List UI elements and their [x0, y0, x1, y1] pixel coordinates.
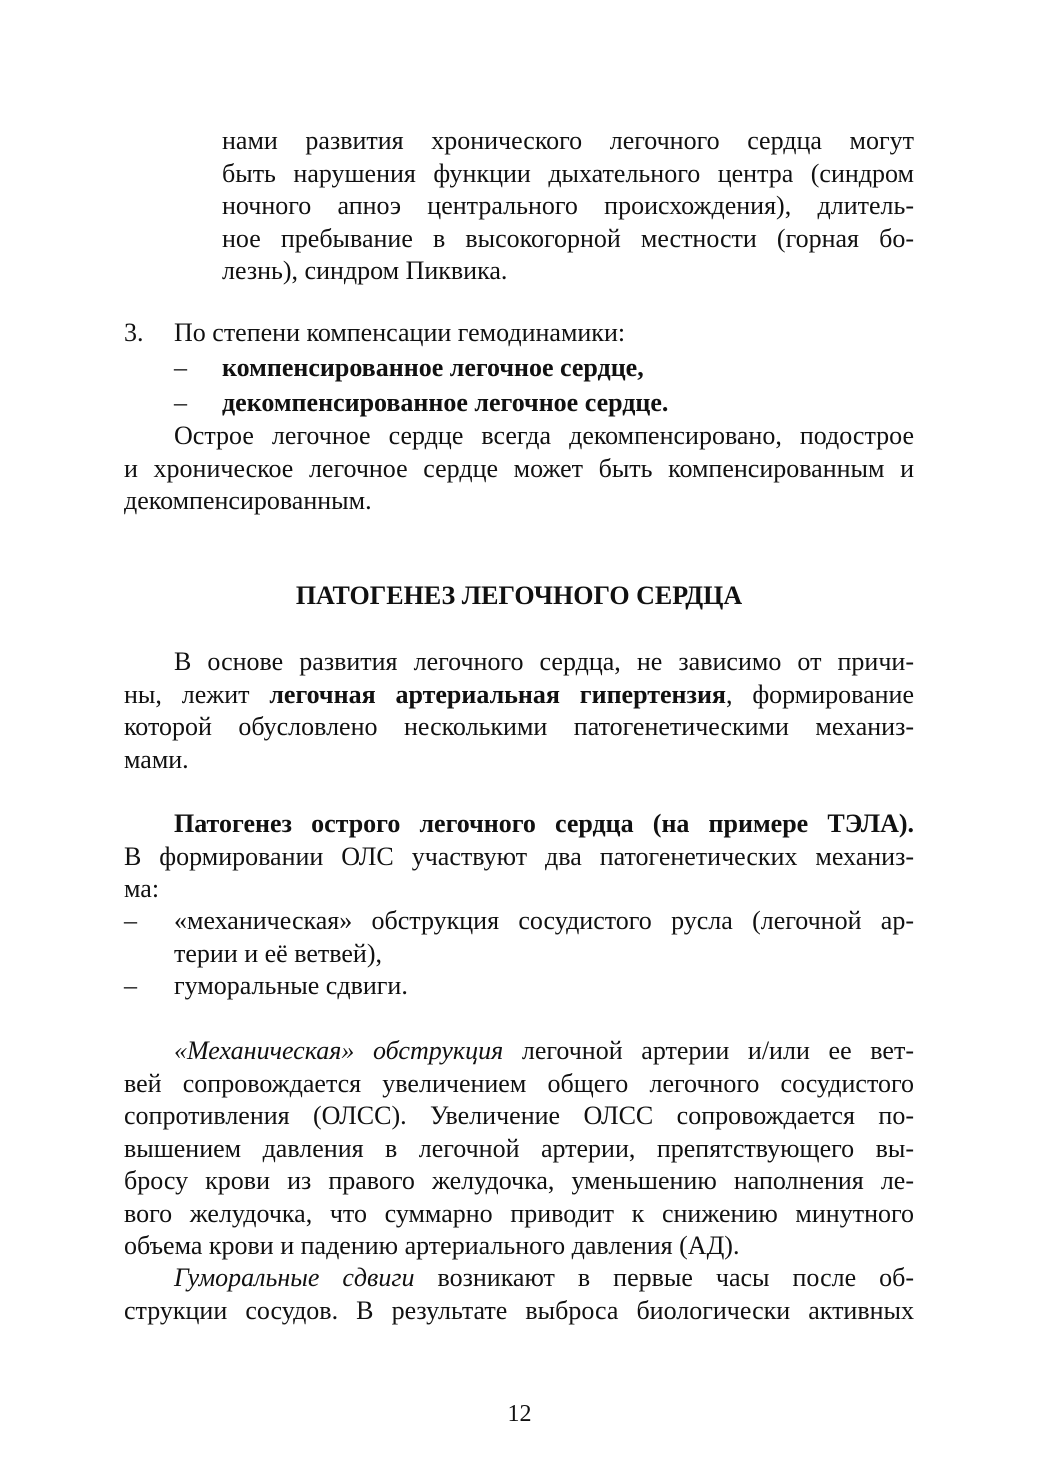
bullet-text: декомпенсированное легочное сердце. — [222, 388, 669, 417]
text-line: терии и её ветвей), — [174, 938, 382, 968]
text-line: Острое легочное сердце всегда декомпенсировано, подострое — [174, 421, 914, 450]
bullet-dash: – — [124, 971, 137, 1000]
text-run: , формирование — [726, 679, 914, 709]
text-run: возникают в первые часы после об- — [414, 1263, 915, 1292]
paragraph — [124, 646, 914, 776]
bullet-text: компенсированное легочное сердце, — [222, 353, 644, 382]
italic-term: «Механическая» обструкция — [174, 1036, 504, 1065]
bullet-dash: – — [174, 353, 187, 382]
text-line: и хроническое легочное сердце может быть компенсированным и — [124, 453, 914, 483]
text-run: легочной артерии и/или ее вет- — [503, 1036, 914, 1065]
bold-term: легочная артериальная гипертензия — [269, 679, 726, 709]
paragraph — [124, 808, 914, 906]
text-line: нами развития хронического легочного сердца могут — [222, 126, 914, 155]
bullet-text: гуморальные сдвиги. — [174, 971, 408, 1000]
list-item-text: По степени компенсации гемодинамики: — [174, 318, 626, 347]
text-line: лезнь), синдром Пиквика. — [222, 256, 508, 285]
paragraph — [124, 1035, 914, 1263]
italic-term: Гуморальные сдвиги — [174, 1263, 415, 1292]
page-number: 12 — [507, 1401, 532, 1427]
text-line: струкции сосудов. В результате выброса биологически активных — [124, 1295, 914, 1325]
text-line: В основе развития легочного сердца, не зависимо от причи- — [174, 647, 914, 676]
text-line: быть нарушения функции дыхательного центра (синдром — [222, 158, 914, 188]
text-line: бросу крови из правого желудочка, уменьшению наполнения ле- — [124, 1166, 914, 1195]
text-line: которой обусловлено несколькими патогенетическими механиз- — [124, 712, 914, 741]
bullet-dash: – — [174, 388, 187, 417]
text-line: «механическая» обструкция сосудистого русла (легочной ар- — [174, 906, 914, 935]
text-run: ны, лежит — [124, 679, 270, 709]
text-line: объема крови и падению артериального давления (АД). — [124, 1231, 740, 1260]
text-line: ночного апноэ центрального происхождения), длитель- — [222, 191, 914, 220]
text-line: сопротивления (ОЛСС). Увеличение ОЛСС сопровождается по- — [124, 1101, 914, 1130]
text-line: вей сопровождается увеличением общего легочного сосудистого — [124, 1068, 914, 1098]
text-line — [124, 1262, 914, 1295]
text-line — [124, 679, 914, 712]
paragraph — [124, 1262, 914, 1327]
text-line: декомпенсированным. — [124, 486, 372, 515]
text-line: В формировании ОЛС участвуют два патогенетических механиз- — [124, 841, 914, 871]
paragraph — [124, 420, 914, 518]
list-number: 3. — [124, 318, 144, 347]
text-line: ное пребывание в высокогорной местности (горная бо- — [222, 223, 914, 253]
text-line — [124, 1035, 914, 1068]
top-paragraph — [222, 125, 914, 288]
section-heading: ПАТОГЕНЕЗ ЛЕГОЧНОГО СЕРДЦА — [295, 581, 743, 610]
subheading-line: Патогенез острого легочного сердца (на примере ТЭЛА). — [174, 809, 914, 838]
text-line: вышением давления в легочной артерии, препятствующего вы- — [124, 1133, 914, 1163]
bullet-text — [174, 905, 914, 970]
text-line: мами. — [124, 744, 189, 774]
text-line: ма: — [124, 874, 160, 903]
text-line: вого желудочка, что суммарно приводит к снижению минутного — [124, 1198, 914, 1228]
bullet-dash: – — [124, 906, 137, 935]
